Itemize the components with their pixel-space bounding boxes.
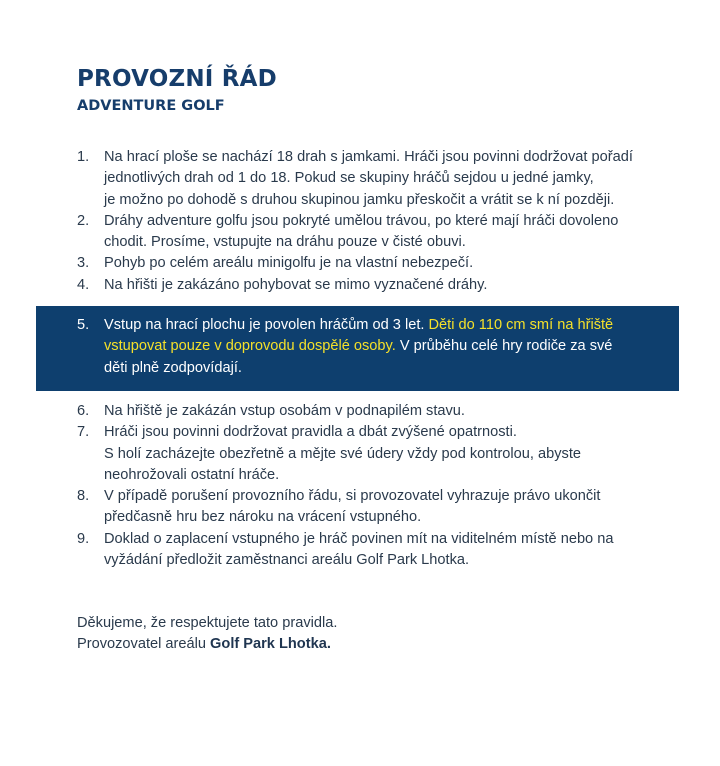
footer-note — [77, 613, 337, 656]
rule-text-line: jednotlivých drah od 1 do 18. Pokud se skupiny hráčů sejdou u jedné jamky, — [104, 170, 594, 187]
rule-text-line: chodit. Prosíme, vstupujte na dráhu pouze v čisté obuvi. — [104, 234, 466, 251]
rule-text-line: předčasně hru bez nároku na vrácení vstupného. — [104, 509, 422, 526]
rule-item-8 — [0, 486, 720, 529]
footer-operator-name: Golf Park Lhotka. — [210, 636, 331, 653]
footer-operator — [77, 634, 337, 655]
rule-text-highlight: vstupovat pouze v doprovodu dospělé osoby. — [104, 338, 396, 355]
rule-text-line: neohrožovali ostatní hráče. — [104, 466, 280, 483]
rule-number: 6. — [77, 403, 90, 419]
rule-item-6 — [0, 401, 720, 422]
rules-list-part-2 — [0, 401, 720, 571]
rules-list-highlighted — [0, 315, 720, 379]
rule-text-line: Doklad o zaplacení vstupného je hráč povinen mít na viditelném místě nebo na — [104, 530, 614, 547]
footer-operator-prefix: Provozovatel areálu — [77, 636, 211, 653]
rule-item-3 — [0, 253, 720, 274]
rule-text-line: Hráči jsou povinni dodržovat pravidla a dbát zvýšené opatrnosti. — [104, 424, 517, 441]
rule-text-line: je možno po dohodě s druhou skupinou jamku přeskočit a vrátit se k ní později. — [104, 191, 615, 208]
rule-number: 1. — [77, 149, 90, 165]
rule-text-plain: Vstup na hrací plochu je povolen hráčům od 3 let. — [104, 317, 429, 333]
rule-text-line: Pohyb po celém areálu minigolfu je na vlastní nebezpečí. — [104, 255, 474, 272]
rule-number: 5. — [77, 317, 90, 333]
rule-number: 9. — [77, 530, 90, 547]
rule-item-1 — [0, 147, 720, 211]
rule-text-line: S holí zacházejte obezřetně a mějte své údery vždy pod kontrolou, abyste — [104, 445, 582, 462]
rule-text-line: V případě porušení provozního řádu, si provozovatel vyhrazuje právo ukončit — [104, 488, 601, 505]
rule-number: 7. — [77, 424, 90, 441]
footer-thanks: Děkujeme, že respektujete tato pravidla. — [77, 615, 338, 631]
rule-number: 3. — [77, 255, 90, 272]
rule-number: 8. — [77, 488, 90, 505]
rule-text-line: děti plně zodpovídají. — [104, 359, 242, 376]
rule-text-line — [104, 336, 660, 357]
rule-number: 2. — [77, 212, 90, 229]
rule-text-line — [104, 315, 660, 336]
page-title: PROVOZNÍ ŘÁD — [77, 66, 277, 92]
rule-item-9 — [0, 529, 720, 572]
rule-text-line: Dráhy adventure golfu jsou pokryté umělou trávou, po které mají hráči dovoleno — [104, 212, 619, 229]
page-header — [77, 64, 277, 116]
rule-text-line: Na hřiště je zakázán vstup osobám v podnapilém stavu. — [104, 403, 465, 419]
rule-item-7 — [0, 422, 720, 486]
rule-item-2 — [0, 211, 720, 254]
rules-list-part-1 — [0, 147, 720, 296]
rule-item-5 — [0, 315, 720, 379]
rule-item-4 — [0, 275, 720, 296]
rule-text-line: vyžádání předložit zaměstnanci areálu Golf Park Lhotka. — [104, 552, 470, 569]
rule-number: 4. — [77, 276, 90, 293]
page-subtitle: ADVENTURE GOLF — [77, 98, 225, 114]
rule-text-highlight: Děti do 110 cm smí na hřiště — [428, 317, 614, 333]
rule-text-line: Na hřišti je zakázáno pohybovat se mimo vyznačené dráhy. — [104, 276, 488, 293]
rule-text-plain: V průběhu celé hry rodiče za své — [395, 338, 613, 355]
rule-text-line: Na hrací ploše se nachází 18 drah s jamkami. Hráči jsou povinni dodržovat pořadí — [104, 149, 633, 165]
